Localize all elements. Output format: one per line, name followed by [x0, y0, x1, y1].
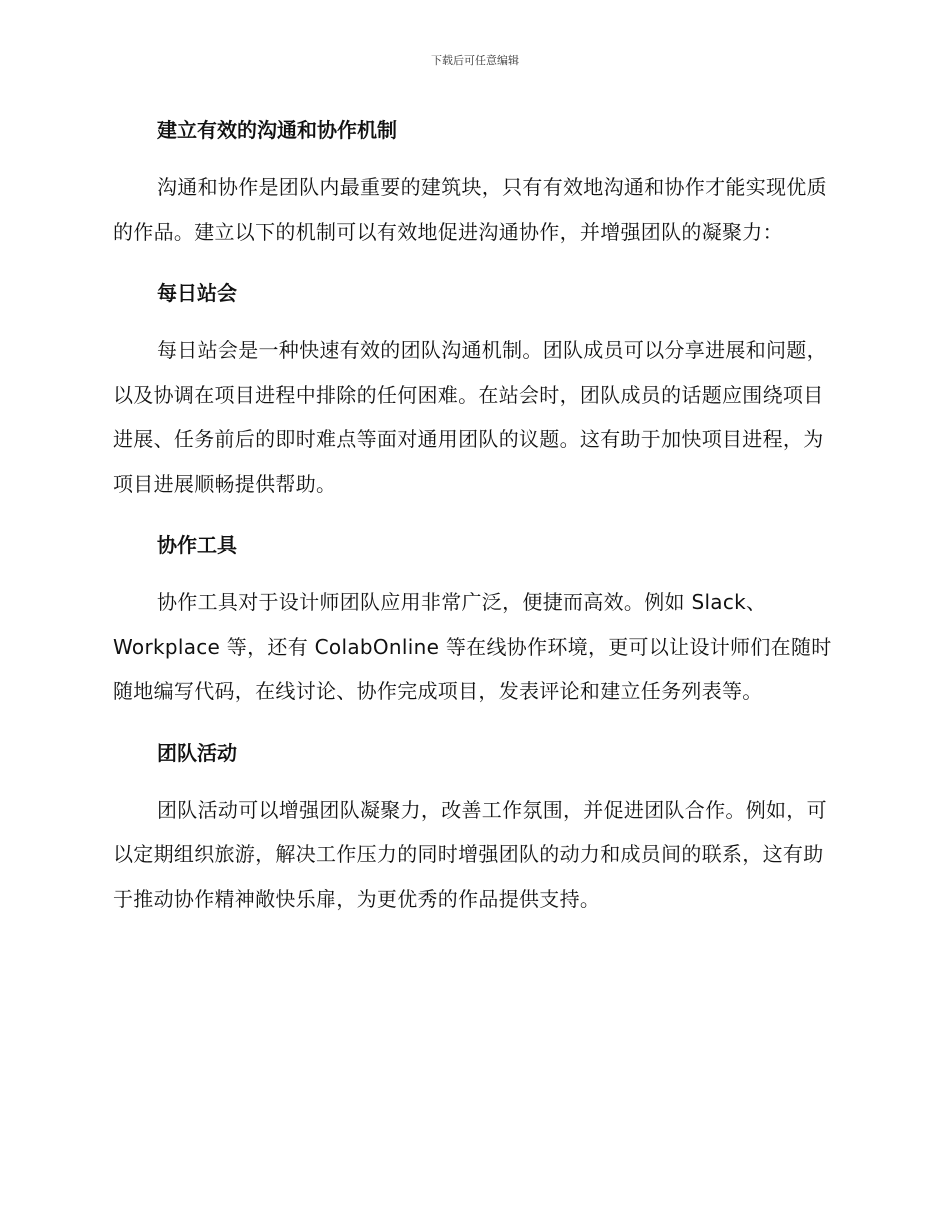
section-heading-team-activities: 团队活动: [157, 740, 237, 765]
document-body: [113, 113, 837, 921]
section-paragraph-communication: 沟通和协作是团队内最重要的建筑块，只有有效地沟通和协作才能实现优质的作品。建立以下的机制可以有效地促进沟通协作，并增强团队的凝聚力：: [113, 175, 827, 244]
section-heading-daily-standup: 每日站会: [157, 281, 237, 305]
section-paragraph-team-activities: 团队活动可以增强团队凝聚力，改善工作氛围，并促进团队合作。例如，可以定期组织旅游，解决工作压力的同时增强团队的动力和成员间的联系，这有助于推动协作精神敞快乐扉，为更优秀的作品提供支持。: [113, 797, 827, 911]
section-paragraph-daily-standup: 每日站会是一种快速有效的团队沟通机制。团队成员可以分享进展和问题，以及协调在项目进程中排除的任何困难。在站会时，团队成员的话题应围绕项目进展、任务前后的即时难点等面对通用团队的议题。这有助于加快项目进程，为项目进展顺畅提供帮助。: [113, 338, 827, 496]
section-paragraph-collaboration-tools: 协作工具对于设计师团队应用非常广泛，便捷而高效。例如 Slack、Workplace 等，还有 ColabOnline 等在线协作环境，更可以让设计师们在随时随地编写代码，在线讨论、协作完成项目，发表评论和建立任务列表等。: [113, 590, 832, 703]
section-heading-communication: 建立有效的沟通和协作机制: [157, 118, 397, 142]
page-header-note: 下载后可任意编辑: [431, 54, 519, 67]
section-heading-collaboration-tools: 协作工具: [157, 533, 237, 557]
